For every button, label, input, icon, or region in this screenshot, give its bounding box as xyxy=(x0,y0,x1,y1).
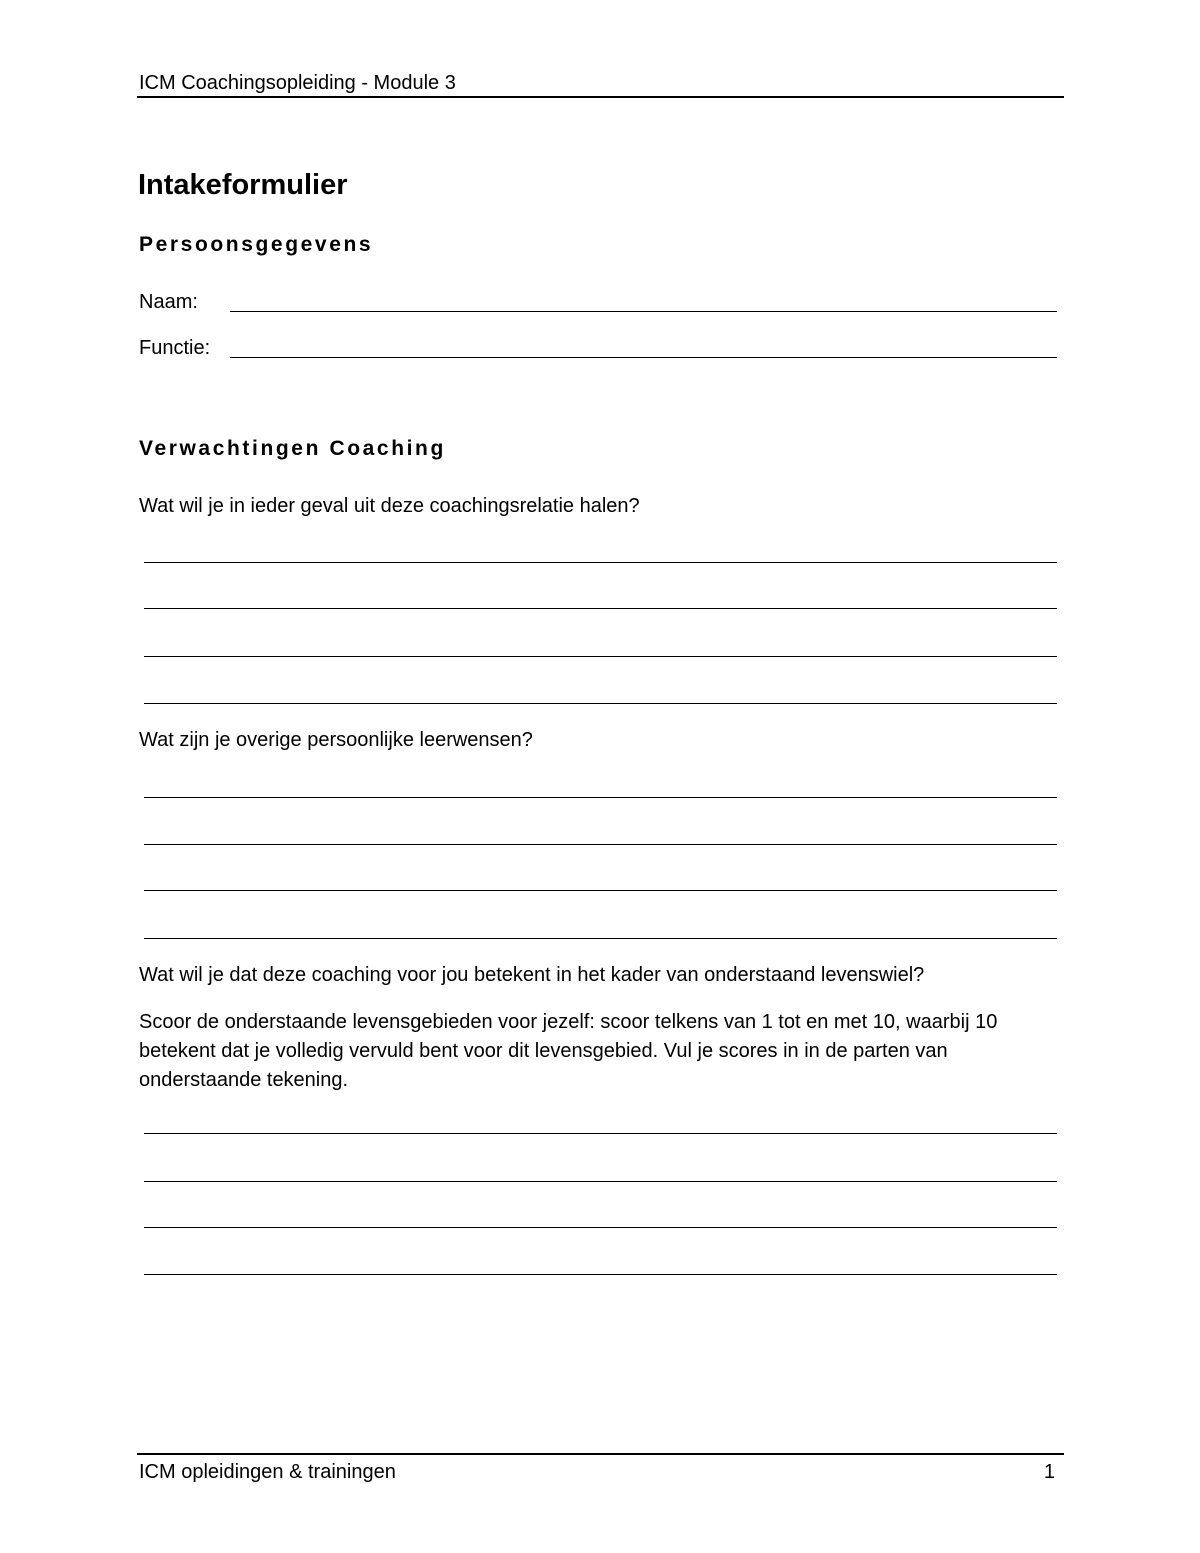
page-header-title: ICM Coachingsopleiding - Module 3 xyxy=(139,72,456,94)
answer-line-q3-4[interactable] xyxy=(144,1274,1057,1276)
footer-divider xyxy=(137,1453,1064,1455)
name-field[interactable] xyxy=(230,311,1057,313)
answer-line-q3-3[interactable] xyxy=(144,1227,1057,1229)
answer-line-q1-4[interactable] xyxy=(144,703,1057,705)
function-field[interactable] xyxy=(230,357,1057,359)
question-3: Wat wil je dat deze coaching voor jou betekent in het kader van onderstaand levenswiel? xyxy=(139,964,925,986)
question-2: Wat zijn je overige persoonlijke leerwensen? xyxy=(139,729,533,751)
answer-line-q3-1[interactable] xyxy=(144,1133,1057,1135)
answer-line-q2-2[interactable] xyxy=(144,844,1057,846)
answer-line-q3-2[interactable] xyxy=(144,1181,1057,1183)
answer-line-q2-1[interactable] xyxy=(144,797,1057,799)
footer-organization: ICM opleidingen & trainingen xyxy=(139,1461,396,1483)
instruction-paragraph: Scoor de onderstaande levensgebieden voor jezelf: scoor telkens van 1 tot en met 10, waarbij 10 betekent dat je volledig vervuld bent voor dit levensgebied. Vul je scores in in de parten van onderstaande tekening. xyxy=(139,1011,998,1091)
answer-line-q2-4[interactable] xyxy=(144,938,1057,940)
answer-line-q1-1[interactable] xyxy=(144,562,1057,564)
section-heading-personal: Persoonsgegevens xyxy=(139,233,374,256)
function-label: Functie: xyxy=(139,337,211,359)
answer-line-q1-3[interactable] xyxy=(144,656,1057,658)
question-1: Wat wil je in ieder geval uit deze coachingsrelatie halen? xyxy=(139,495,640,517)
header-divider xyxy=(137,96,1064,98)
section-heading-expectations: Verwachtingen Coaching xyxy=(139,437,446,460)
page-number: 1 xyxy=(1043,1461,1055,1483)
answer-line-q2-3[interactable] xyxy=(144,890,1057,892)
answer-line-q1-2[interactable] xyxy=(144,608,1057,610)
name-label: Naam: xyxy=(139,291,198,313)
document-title: Intakeformulier xyxy=(138,169,348,201)
